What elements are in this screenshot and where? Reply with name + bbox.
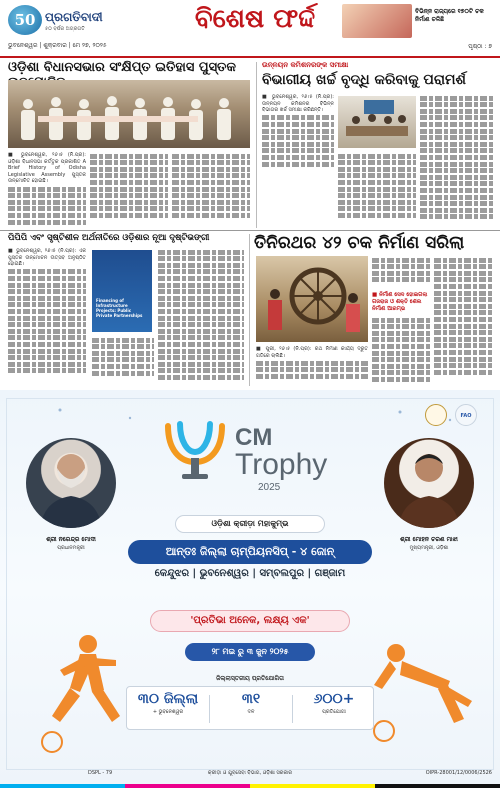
story4-headline: ତିନିରଥର ୪୨ ଚକ ନିର୍ମାଣ ସରିଲା (254, 233, 465, 253)
ad-code-left: DSPL - 79 (88, 770, 113, 776)
story4-subhead: ■ ନିର୍ମାଣ ସେଦ ହୋଇଗଲା ଗଜରାଜ ଓ ଶକ୍ତି ଶେଲ ନିର୍ମାଣ ଆରମ୍ଭ (372, 292, 428, 312)
newspaper-tagline: ୫୦ ବର୍ଷର ଅଗ୍ରଗତି (45, 26, 85, 32)
story2-lead: ■ ଭୁବନେଶ୍ୱର, ୨୬।୫ (ନି.ପ୍ର): ଉନ୍ନୟନ କମିଶନର ବିଭିନ୍ନ ବିଭାଗର ଖର୍ଚ୍ଚ ସମୀକ୍ଷା କରିଛନ୍ତି। (262, 94, 334, 114)
leader-right-name: ଶ୍ରୀ ମୋହନ ଚରଣ ମାଝୀ (400, 536, 458, 543)
person-portrait-icon (26, 438, 116, 528)
newspaper-name: ପ୍ରଗତିବାଦୀ (45, 10, 103, 24)
story3-column-3 (158, 248, 244, 386)
wheel-icon (256, 256, 368, 342)
event-dates: ୨୮ ମଇ ରୁ ୩ ଜୁନ ୨୦୨୫ (185, 643, 315, 661)
person-portrait-icon (384, 438, 474, 528)
stat-label: ଦଳ (247, 709, 255, 715)
meeting-photo-icon (338, 96, 416, 148)
page-number: ପୃଷ୍ଠା : ୭ (468, 43, 492, 50)
cm-logo-text: CM (235, 424, 273, 451)
story2-headline: ବିଭାଗୀୟ ଖର୍ଚ୍ଚ ବୃଦ୍ଧି କରିବାକୁ ପରାମର୍ଶ (262, 72, 466, 88)
leader-left-role: ପ୍ରଧାନମନ୍ତ୍ରୀ (57, 545, 85, 551)
ad-code-right: OIPR-28001/12/0006/2526 (425, 770, 492, 776)
story4-column-4 (434, 256, 494, 386)
story4-column-3 (372, 316, 430, 386)
leader-left-photo (26, 438, 116, 528)
dateline: ଭୁବନେଶ୍ୱର | ଶୁକ୍ରବାର | ମେ ୨୭, ୨୦୨୫ (8, 42, 107, 49)
trophy-year: 2025 (258, 482, 281, 493)
story3-headline: ପିପିପି ଏବଂ ସୃଷ୍ଟିଶୀଳ ଅର୍ଥନୀତିରେ ଓଡ଼ିଶାର ନୂଆ ଦୃଷ୍ଟିଭଙ୍ଗୀ (8, 233, 210, 243)
story3-lead: ■ ଭୁବନେଶ୍ୱର, ୨୬।୫ (ନି.ପ୍ର): ଏକ ପୁସ୍ତକ ଉନ୍ମୋଚନ ଉତ୍ସବ ଅନୁଷ୍ଠିତ ହୋଇଛି। (8, 248, 86, 268)
leader-left-name: ଶ୍ରୀ ନରେନ୍ଦ୍ର ମୋଦୀ (46, 536, 96, 543)
cm-trophy-advertisement (0, 390, 500, 788)
section-title: ବିଶେଷ ଫର୍ଦ୍ଦ (194, 4, 316, 34)
story4-lead: ■ ପୁରୀ, ୨୬।୫ (ନି.ପ୍ର): ରଥ ନିର୍ମାଣ କାର୍ଯ୍ୟ ଦ୍ରୁତ ଗତିରେ ଚାଲିଛି। (256, 346, 368, 359)
competition-label: ଜିଲ୍ଲାସ୍ତରୀୟ ପ୍ରତିଯୋଗିତା (216, 675, 284, 682)
newspaper-logo-badge: 50 (8, 5, 42, 35)
story2-meeting-photo (338, 96, 416, 148)
story2-column-3 (420, 94, 494, 228)
story1-lead: ■ ଭୁବନେଶ୍ୱର, ୨୬।୫ (ନି.ପ୍ର): ଓଡ଼ିଶା ବିଧାନସଭା କର୍ତ୍ତୃକ ପ୍ରକାଶିତ A Brief History of Odisha Legislative Assembly ପୁସ୍ତକ ଉନ୍ମୋଚିତ ହୋଇଛି। (8, 152, 86, 185)
column-divider-2 (249, 234, 250, 386)
masthead-divider (0, 56, 500, 58)
odisha-emblem-icon (425, 404, 447, 426)
stat-participants (293, 691, 375, 715)
event-name-pill: ଓଡ଼ିଶା କ୍ରୀଡ଼ା ମହାକୁମ୍ଭ (175, 515, 325, 533)
print-registration-bar (0, 784, 500, 788)
book-cover-image (92, 250, 152, 332)
story1-headline: ଓଡ଼ିଶା ବିଧାନସଭାର ସଂକ୍ଷିପ୍ତ ଇତିହାସ ପୁସ୍ତକ (8, 60, 236, 75)
story4-column-1 (256, 346, 368, 386)
promo-photo (342, 4, 412, 38)
ad-tagline: 'ପ୍ରତିଭା ଅନେକ, ଲକ୍ଷ୍ୟ ଏକ' (150, 610, 350, 632)
football-player-silhouette-icon (30, 630, 140, 760)
story1-column-2 (90, 152, 168, 228)
story3-column-1 (8, 248, 86, 386)
stat-label: + ଭୁବନେଶ୍ୱର (152, 709, 184, 715)
stat-value: ୩୦ ଜିଲ୍ଲା (137, 691, 199, 707)
stats-panel (126, 686, 374, 730)
stat-value: ୬୦୦+ (313, 691, 355, 707)
promo-caption: ବିଭିନ୍ନ ରାଜ୍ୟରେ ୧୭୦ଟି ଚକ ନିର୍ମାଣ ଚଳିଛି (415, 8, 484, 23)
story1-photo (8, 80, 250, 148)
section-divider (0, 230, 500, 231)
host-cities: କେନ୍ଦୁଝର | ଭୁବନେଶ୍ୱର | ସମ୍ବଲପୁର | ଗଞ୍ଜାମ (154, 568, 346, 579)
stat-teams (210, 691, 292, 715)
story2-kicker: ଉନ୍ନୟନ କମିଶନରଙ୍କ ସମୀକ୍ଷା (262, 60, 349, 69)
masthead (0, 0, 500, 56)
ad-sponsor-line: କ୍ରୀଡ଼ା ଓ ଯୁବସେବା ବିଭାଗ, ଓଡ଼ିଶା ସରକାର (207, 770, 293, 776)
book-cover-title: Financing of Infrastructure Projects: Public Private Partnerships (96, 298, 143, 318)
stat-value: ୩୧ (241, 691, 261, 707)
story2-column-2 (338, 152, 416, 228)
championship-banner: ଆନ୍ତଃ ଜିଲ୍ଲା ଚାମ୍ପିୟନସିପ୍ - ୪ ଜୋନ୍ (128, 540, 372, 564)
cm-trophy-logo-icon (160, 420, 230, 482)
story1-column-1 (8, 152, 86, 228)
chariot-wheel-photo (256, 256, 368, 342)
story3-column-2 (92, 336, 154, 386)
fao-badge: FAO (455, 404, 477, 426)
stat-label: ପ୍ରତିଯୋଗୀ (322, 709, 346, 715)
stat-districts (127, 691, 209, 715)
trophy-logo-text: Trophy (235, 448, 328, 481)
story1-column-3 (172, 152, 250, 228)
column-divider (256, 62, 257, 228)
story2-column-1 (262, 94, 334, 228)
leader-right-role: ମୁଖ୍ୟମନ୍ତ୍ରୀ, ଓଡ଼ିଶା (409, 545, 449, 551)
leader-right-photo (384, 438, 474, 528)
goalkeeper-silhouette-icon (360, 635, 480, 760)
story4-column-2 (372, 256, 430, 290)
group-photo-icon (8, 80, 250, 148)
